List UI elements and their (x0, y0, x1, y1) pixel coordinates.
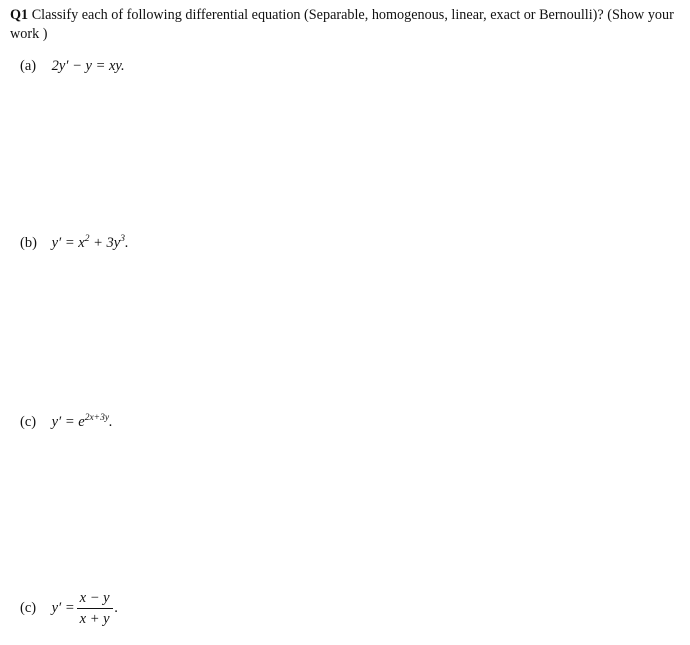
fraction (77, 590, 113, 627)
question-number: Q1 (10, 7, 29, 23)
part-b (20, 235, 129, 252)
equation-c2-end: . (114, 599, 119, 616)
part-c2 (20, 590, 118, 627)
equation-b (52, 235, 129, 251)
part-c1 (20, 414, 113, 431)
equation-a: 2y′ − y = xy. (51, 58, 125, 74)
part-label: (c) (20, 414, 37, 430)
fraction-numerator: x − y (77, 590, 113, 609)
equation-b-exponent-1: 2 (84, 234, 90, 244)
equation-b-mid: + 3y (89, 235, 121, 251)
equation-c2 (51, 590, 119, 627)
equation-c1 (52, 414, 113, 430)
part-label: (c) (20, 599, 37, 616)
equation-b-exponent-2: 3 (120, 234, 125, 244)
equation-c1-exponent: 2x+3y (84, 413, 110, 423)
part-label: (a) (20, 58, 37, 74)
equation-b-end: . (124, 235, 129, 251)
part-a (20, 58, 125, 75)
question-prompt: Classify each of following differential equation (Separable, homogenous, linear, exact or Bernoulli)? (Show your work ) (10, 7, 674, 42)
fraction-denominator: x + y (79, 611, 110, 627)
part-label: (b) (20, 235, 37, 251)
equation-c1-lhs: y′ = e (51, 414, 85, 430)
equation-c1-end: . (109, 414, 113, 430)
question-header (10, 6, 685, 44)
equation-b-lhs: y′ = x (51, 235, 85, 251)
equation-c2-lhs: y′ = (51, 599, 75, 616)
